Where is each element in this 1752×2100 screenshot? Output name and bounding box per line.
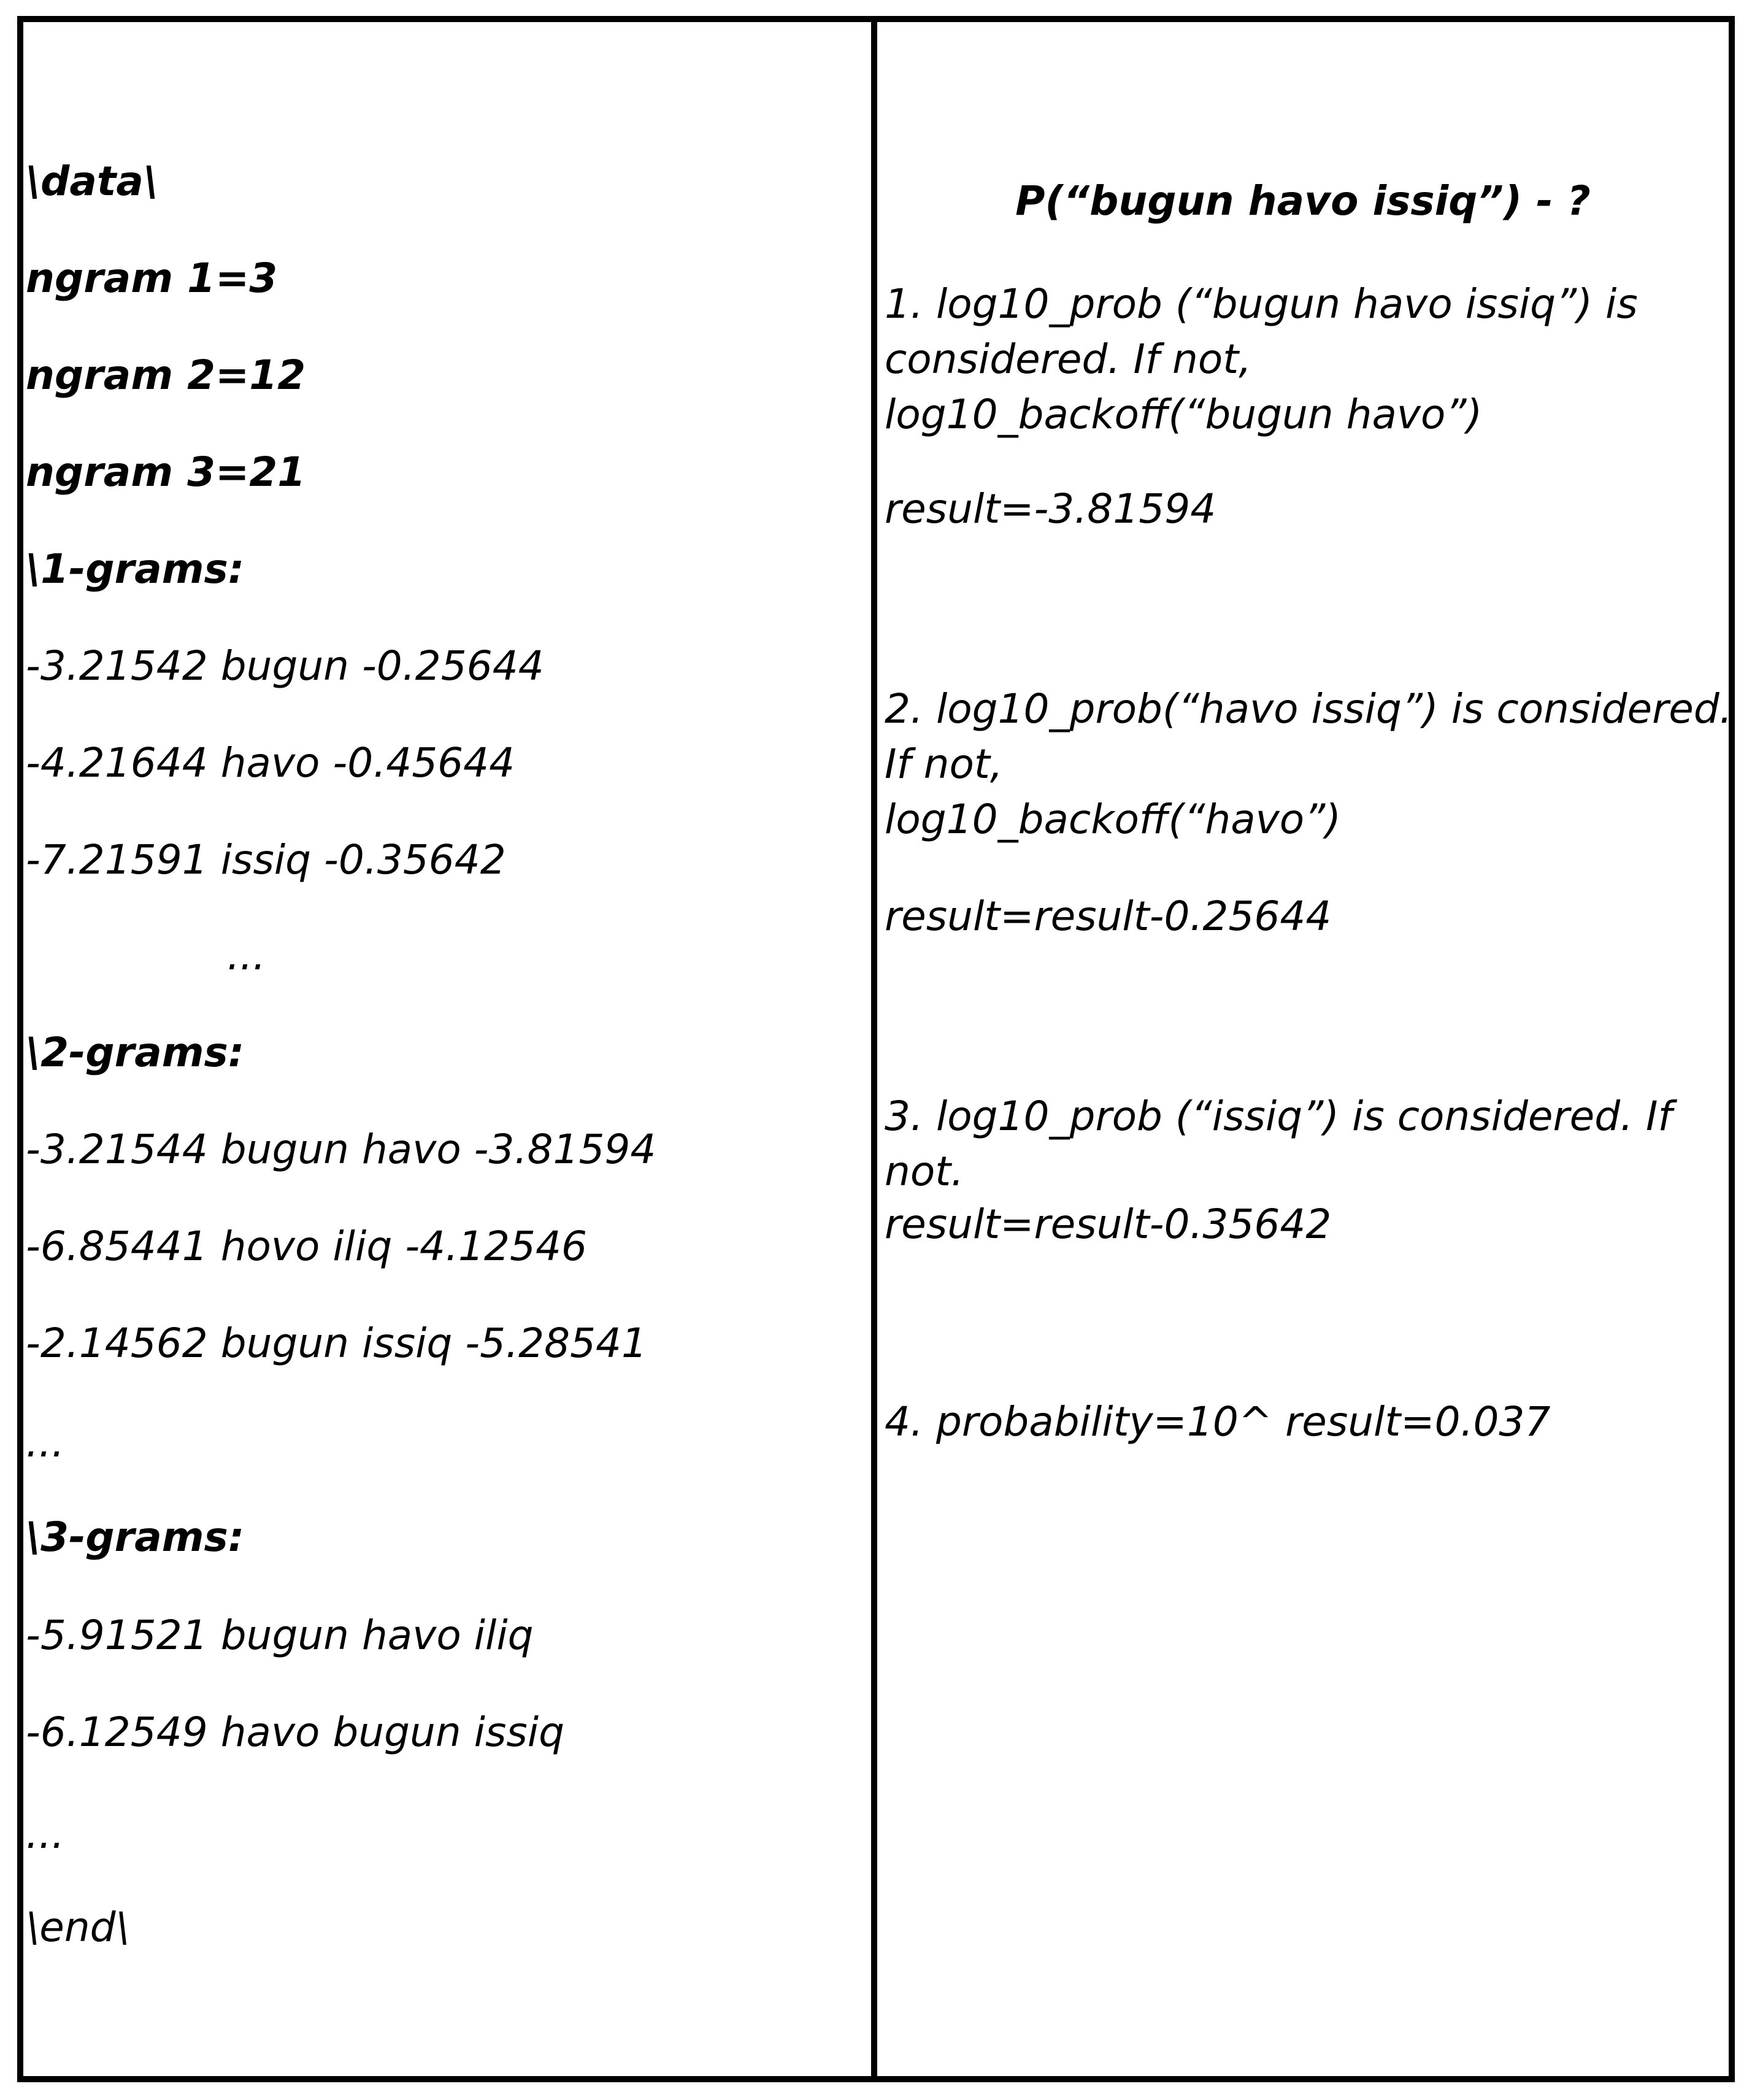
step3-line: not. [885,1148,964,1195]
end-marker: \end\ [26,1904,129,1951]
bigram-entry: -3.21544 bugun havo -3.81594 [26,1126,656,1173]
ngram-count-3: ngram 3=21 [26,448,306,496]
unigrams-header: \1-grams: [26,545,245,593]
trigram-entry: -6.12549 havo bugun issiq [26,1709,565,1756]
step1-line: 1. log10_prob (“bugun havo issiq”) is [885,280,1638,328]
step1-line: log10_backoff(“bugun havo”) [885,391,1483,438]
bigrams-header: \2-grams: [26,1029,245,1076]
bigrams-ellipsis: ... [26,1419,64,1466]
trigram-entry: -5.91521 bugun havo iliq [26,1612,534,1659]
data-header: \data\ [26,158,159,205]
probability-query-title: P(“bugun havo issiq”) - ? [1015,177,1591,225]
step2-line: If not, [885,740,1003,788]
step1-result: result=-3.81594 [885,485,1216,533]
step2-line: 2. log10_prob(“havo issiq”) is considered. [885,685,1732,733]
step2-result: result=result-0.25644 [885,893,1332,940]
unigram-entry: -7.21591 issiq -0.35642 [26,836,506,883]
bigram-entry: -6.85441 hovo iliq -4.12546 [26,1223,587,1270]
step1-line: considered. If not, [885,336,1252,383]
unigram-entry: -4.21644 havo -0.45644 [26,739,515,787]
step3-result: result=result-0.35642 [885,1201,1332,1248]
unigram-entry: -3.21542 bugun -0.25644 [26,642,544,690]
trigrams-ellipsis: ... [26,1810,64,1858]
bigram-entry: -2.14562 bugun issiq -5.28541 [26,1320,648,1367]
step2-line: log10_backoff(“havo”) [885,796,1342,843]
unigrams-ellipsis: ... [227,932,266,979]
ngram-count-1: ngram 1=3 [26,255,278,302]
step4-probability: 4. probability=10^ result=0.037 [885,1398,1551,1445]
trigrams-header: \3-grams: [26,1513,245,1561]
ngram-count-2: ngram 2=12 [26,352,306,399]
column-divider [871,16,877,2082]
step3-line: 3. log10_prob (“issiq”) is considered. If [885,1093,1672,1140]
